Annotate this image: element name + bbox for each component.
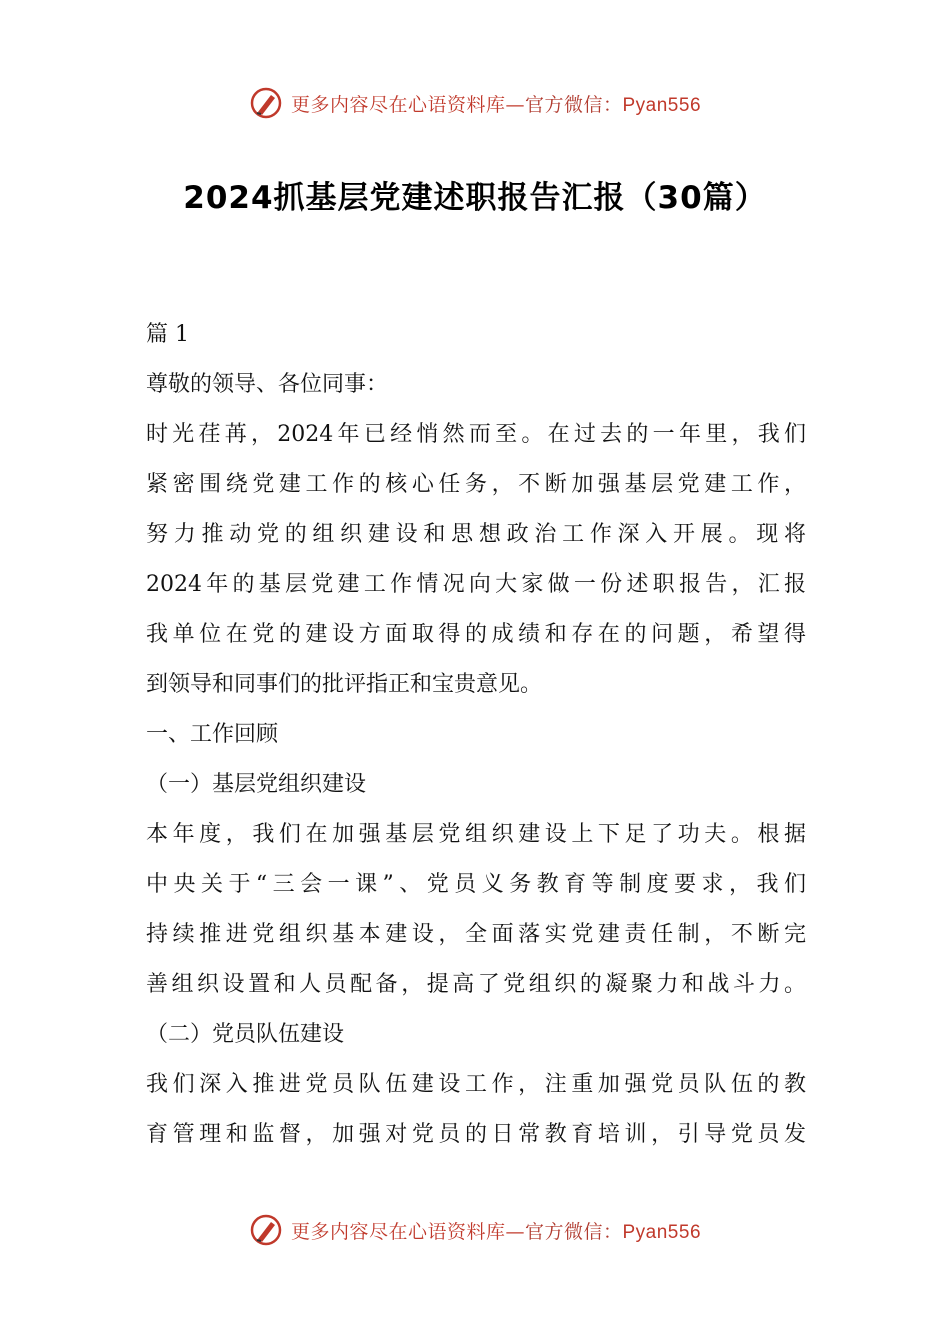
- paragraph-line: 本年度，我们在加强基层党组织建设上下足了功夫。根据: [146, 822, 806, 847]
- watermark-text: [291, 90, 701, 117]
- watermark-official-label: 官方微信：: [524, 93, 623, 116]
- watermark-footer: [0, 1210, 950, 1250]
- watermark-text: [291, 1217, 701, 1244]
- pen-circle-logo-icon: [249, 1213, 283, 1247]
- watermark-header: [0, 83, 950, 123]
- watermark-official-label: 官方微信：: [524, 1220, 623, 1243]
- paragraph-line: 善组织设置和人员配备，提高了党组织的凝聚力和战斗力。: [146, 972, 806, 997]
- paragraph-line: 育管理和监督，加强对党员的日常教育培训，引导党员发: [146, 1122, 806, 1147]
- watermark-wechat-id: Pyan556: [622, 94, 702, 116]
- subheading-party-member-team: （二）党员队伍建设: [146, 1022, 345, 1047]
- paragraph-line: 我单位在党的建设方面取得的成绩和存在的问题，希望得: [146, 622, 806, 647]
- watermark-brand: 更多内容尽在心语资料库: [290, 1220, 506, 1243]
- paragraph-line: 我们深入推进党员队伍建设工作，注重加强党员队伍的教: [146, 1072, 806, 1097]
- heading-work-review: 一、工作回顾: [146, 722, 279, 747]
- pen-circle-logo-icon: [249, 86, 283, 120]
- watermark-wechat-id: Pyan556: [622, 1221, 702, 1243]
- section-label: 篇 1: [146, 322, 189, 347]
- watermark-dash: —: [505, 1220, 525, 1243]
- watermark-brand: 更多内容尽在心语资料库: [290, 93, 506, 116]
- paragraph-line: 持续推进党组织基本建设，全面落实党建责任制，不断完: [146, 922, 806, 947]
- watermark-dash: —: [505, 93, 525, 116]
- salutation: 尊敬的领导、各位同事：: [146, 372, 389, 397]
- paragraph-line: 中央关于“三会一课”、党员义务教育等制度要求，我们: [146, 872, 806, 897]
- paragraph-line: 到领导和同事们的批评指正和宝贵意见。: [146, 672, 543, 697]
- paragraph-line: 2024年的基层党建工作情况向大家做一份述职报告，汇报: [146, 572, 806, 597]
- document-title: 2024抓基层党建述职报告汇报（30篇）: [183, 180, 767, 216]
- paragraph-line: 紧密围绕党建工作的核心任务，不断加强基层党建工作，: [146, 472, 806, 497]
- paragraph-line: 努力推动党的组织建设和思想政治工作深入开展。现将: [146, 522, 806, 547]
- paragraph-line: 时光荏苒，2024年已经悄然而至。在过去的一年里，我们: [146, 422, 806, 447]
- subheading-party-organization: （一）基层党组织建设: [146, 772, 367, 797]
- document-body: [146, 310, 806, 1160]
